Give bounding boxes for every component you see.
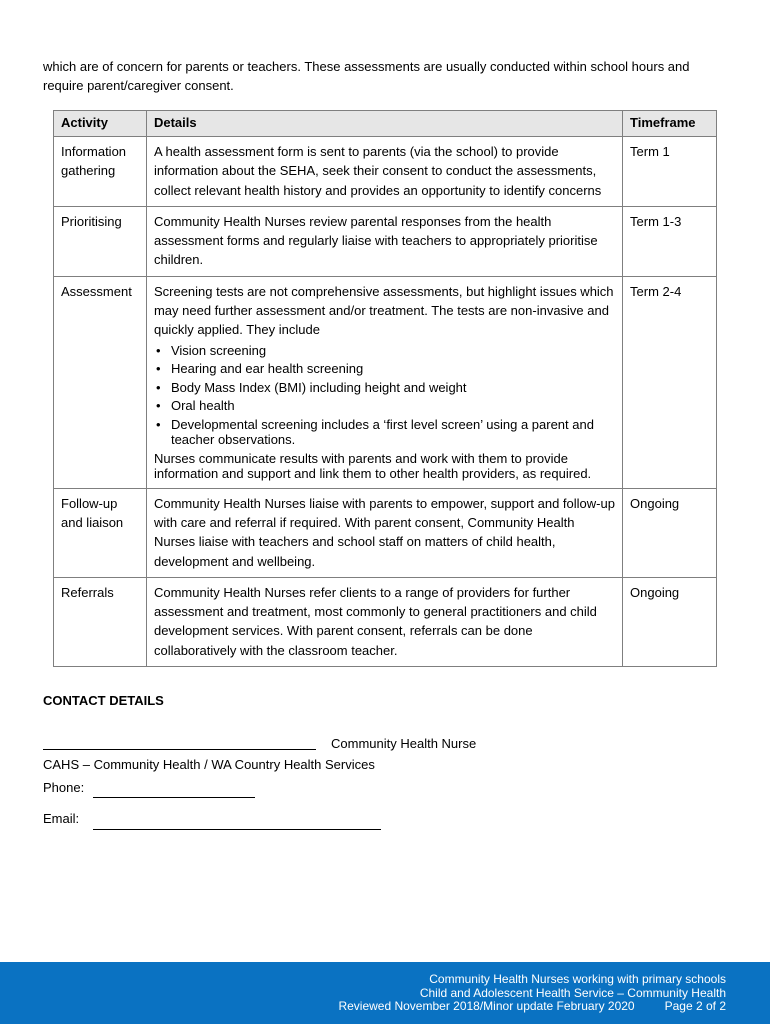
footer-review-date: Reviewed November 2018/Minor update February 2020 — [338, 999, 635, 1013]
footer-line-1: Community Health Nurses working with primary schools — [429, 972, 726, 986]
contact-heading: CONTACT DETAILS — [43, 693, 164, 708]
table-row — [54, 488, 717, 577]
details-cell: Community Health Nurses liaise with parents to empower, support and follow-up with care and referral if required. With parent consent, Community Health Nurses liaise with teachers and school staff on matters of child health, development and wellbeing. — [146, 488, 622, 577]
activity-cell: Prioritising — [54, 206, 147, 276]
table-row — [54, 276, 717, 488]
details-text: Screening tests are not comprehensive assessments, but highlight issues which may need further assessment and/or treatment. The tests are non-invasive and quickly applied. They include — [153, 283, 614, 338]
email-label: Email: — [43, 811, 80, 826]
name-blank-line — [43, 749, 316, 750]
list-item: • Oral health — [154, 398, 616, 414]
details-cell: Community Health Nurses review parental responses from the health assessment forms and regularly liaise with teachers to appropriately prioritise children. — [146, 206, 622, 276]
signature-title: Community Health Nurse — [331, 736, 477, 751]
details-cell: A health assessment form is sent to parents (via the school) to provide information about the SEHA, seek their consent to conduct the assessments, collect relevant health history and provides an opportunity to identify concerns — [146, 137, 622, 207]
page-number: Page 2 of 2 — [664, 999, 726, 1013]
activity-cell: Assessment — [54, 276, 147, 488]
details-cell — [146, 276, 622, 488]
activity-cell: Follow-up and liaison — [54, 488, 147, 577]
phone-label: Phone: — [43, 780, 85, 795]
timeframe-cell: Term 1-3 — [623, 206, 717, 276]
footer-line-3 — [338, 1000, 726, 1013]
header-activity: Activity — [54, 111, 147, 137]
header-details: Details — [146, 111, 622, 137]
activity-cell: Referrals — [54, 577, 147, 666]
table-row — [54, 206, 717, 276]
timeframe-cell: Term 2-4 — [623, 276, 717, 488]
list-item: • Vision screening — [154, 343, 616, 359]
details-after-text: Nurses communicate results with parents and work with them to provide information and support and link them to other health providers, as required. — [153, 450, 592, 482]
timeframe-cell: Ongoing — [623, 488, 717, 577]
list-item: • Body Mass Index (BMI) including height and weight — [154, 380, 616, 396]
table-header-row — [54, 111, 717, 137]
timeframe-cell: Ongoing — [623, 577, 717, 666]
activity-table — [53, 110, 717, 667]
email-blank-line — [93, 829, 381, 830]
timeframe-cell: Term 1 — [623, 137, 717, 207]
footer-line-2: Child and Adolescent Health Service – Community Health — [419, 986, 726, 1000]
page-footer — [0, 962, 770, 1024]
table-row — [54, 577, 717, 666]
service-name: CAHS – Community Health / WA Country Health Services — [43, 757, 375, 772]
phone-blank-line — [93, 797, 255, 798]
intro-paragraph: which are of concern for parents or teachers. These assessments are usually conducted within school hours and require parent/caregiver consent. — [43, 59, 690, 93]
activity-cell: Information gathering — [54, 137, 147, 207]
details-cell: Community Health Nurses refer clients to a range of providers for further assessment and treatment, most commonly to general practitioners and child development services. With parent consent, referrals can be done collaboratively with the classroom teacher. — [146, 577, 622, 666]
list-item: • Hearing and ear health screening — [154, 361, 616, 377]
table-row — [54, 137, 717, 207]
header-timeframe: Timeframe — [623, 111, 717, 137]
list-item: • Developmental screening includes a ‘first level screen’ using a parent and teacher observations. — [154, 417, 616, 448]
screening-list — [154, 343, 616, 448]
